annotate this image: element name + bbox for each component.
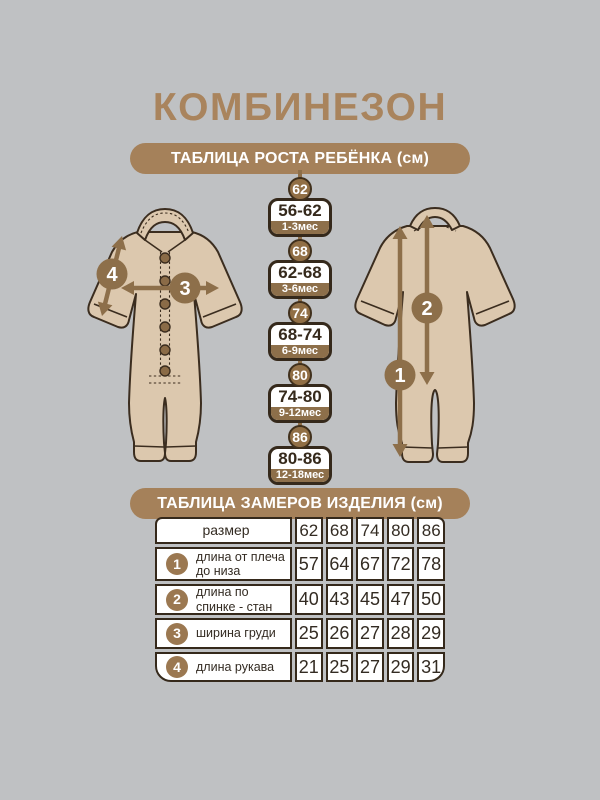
table-value: 28 bbox=[387, 618, 415, 649]
row-label-text: длина рукава bbox=[196, 659, 275, 674]
table-value: 29 bbox=[387, 652, 415, 682]
table-value: 78 bbox=[417, 547, 445, 581]
height-range: 56-62 bbox=[278, 201, 322, 220]
jumpsuit-back-illustration bbox=[340, 200, 530, 470]
measurements-table bbox=[155, 517, 445, 682]
growth-table-banner: ТАБЛИЦА РОСТА РЕБЁНКА (см) bbox=[130, 143, 470, 174]
table-value: 57 bbox=[295, 547, 323, 581]
size-badge-circle bbox=[288, 301, 312, 325]
table-value: 64 bbox=[326, 547, 354, 581]
size-badge-card bbox=[268, 446, 332, 485]
size-badge-circle bbox=[288, 425, 312, 449]
age-range: 9-12мес bbox=[271, 407, 329, 420]
table-value: 40 bbox=[295, 584, 323, 615]
table-value: 47 bbox=[387, 584, 415, 615]
height-range: 80-86 bbox=[278, 449, 322, 468]
measure-number-1: 1 bbox=[394, 365, 406, 387]
size-badge-card bbox=[268, 322, 332, 361]
height-range: 74-80 bbox=[278, 387, 322, 406]
page-title: КОМБИНЕЗОН bbox=[152, 86, 448, 129]
size-number: 86 bbox=[292, 429, 308, 445]
table-row-label bbox=[155, 618, 292, 649]
size-badge bbox=[268, 177, 332, 237]
row-number-badge: 1 bbox=[166, 553, 188, 575]
size-badge-circle bbox=[288, 177, 312, 201]
size-badge-circle bbox=[288, 239, 312, 263]
size-badge bbox=[268, 363, 332, 423]
table-value: 27 bbox=[356, 618, 384, 649]
table-value: 50 bbox=[417, 584, 445, 615]
age-range: 12-18мес bbox=[271, 469, 329, 482]
table-header-size: 68 bbox=[326, 517, 354, 544]
row-label-text: ширина груди bbox=[196, 626, 276, 641]
table-header-size: 62 bbox=[295, 517, 323, 544]
size-badge bbox=[268, 239, 332, 299]
row-number-badge: 3 bbox=[166, 623, 188, 645]
table-row-label bbox=[155, 547, 292, 581]
table-header-size-label: размер bbox=[155, 517, 292, 544]
height-range: 68-74 bbox=[278, 325, 322, 344]
row-number-badge: 2 bbox=[166, 589, 188, 611]
table-row-label bbox=[155, 652, 292, 682]
table-value: 21 bbox=[295, 652, 323, 682]
age-range: 3-6мес bbox=[271, 283, 329, 296]
size-number: 62 bbox=[292, 181, 308, 197]
row-label-text: длина от плеча до низа bbox=[196, 549, 285, 578]
table-value: 45 bbox=[356, 584, 384, 615]
size-number: 68 bbox=[292, 243, 308, 259]
size-badge bbox=[268, 301, 332, 361]
size-number: 80 bbox=[292, 367, 308, 383]
row-number-badge: 4 bbox=[166, 656, 188, 678]
size-number: 74 bbox=[292, 305, 308, 321]
measure-number-2: 2 bbox=[421, 298, 433, 320]
table-value: 29 bbox=[417, 618, 445, 649]
size-badge bbox=[268, 425, 332, 485]
table-header-size: 80 bbox=[387, 517, 415, 544]
size-badge-card bbox=[268, 384, 332, 423]
measurements-table-banner: ТАБЛИЦА ЗАМЕРОВ ИЗДЕЛИЯ (см) bbox=[130, 488, 470, 519]
table-value: 25 bbox=[326, 652, 354, 682]
row-label-text: длина по спинке - стан bbox=[196, 585, 273, 614]
table-value: 72 bbox=[387, 547, 415, 581]
age-range: 1-3мес bbox=[271, 221, 329, 234]
measure-number-4: 4 bbox=[106, 264, 118, 286]
jumpsuit-front-illustration bbox=[75, 200, 255, 470]
table-value: 43 bbox=[326, 584, 354, 615]
measure-number-3: 3 bbox=[179, 278, 191, 300]
table-header-size: 74 bbox=[356, 517, 384, 544]
size-badge-circle bbox=[288, 363, 312, 387]
table-value: 27 bbox=[356, 652, 384, 682]
table-value: 25 bbox=[295, 618, 323, 649]
table-header-size: 86 bbox=[417, 517, 445, 544]
table-value: 26 bbox=[326, 618, 354, 649]
table-value: 67 bbox=[356, 547, 384, 581]
table-value: 31 bbox=[417, 652, 445, 682]
jumpsuit-back-body bbox=[355, 226, 514, 462]
table-row-label bbox=[155, 584, 292, 615]
height-range: 62-68 bbox=[278, 263, 322, 282]
size-badge-card bbox=[268, 198, 332, 237]
age-range: 6-9мес bbox=[271, 345, 329, 358]
size-badge-card bbox=[268, 260, 332, 299]
